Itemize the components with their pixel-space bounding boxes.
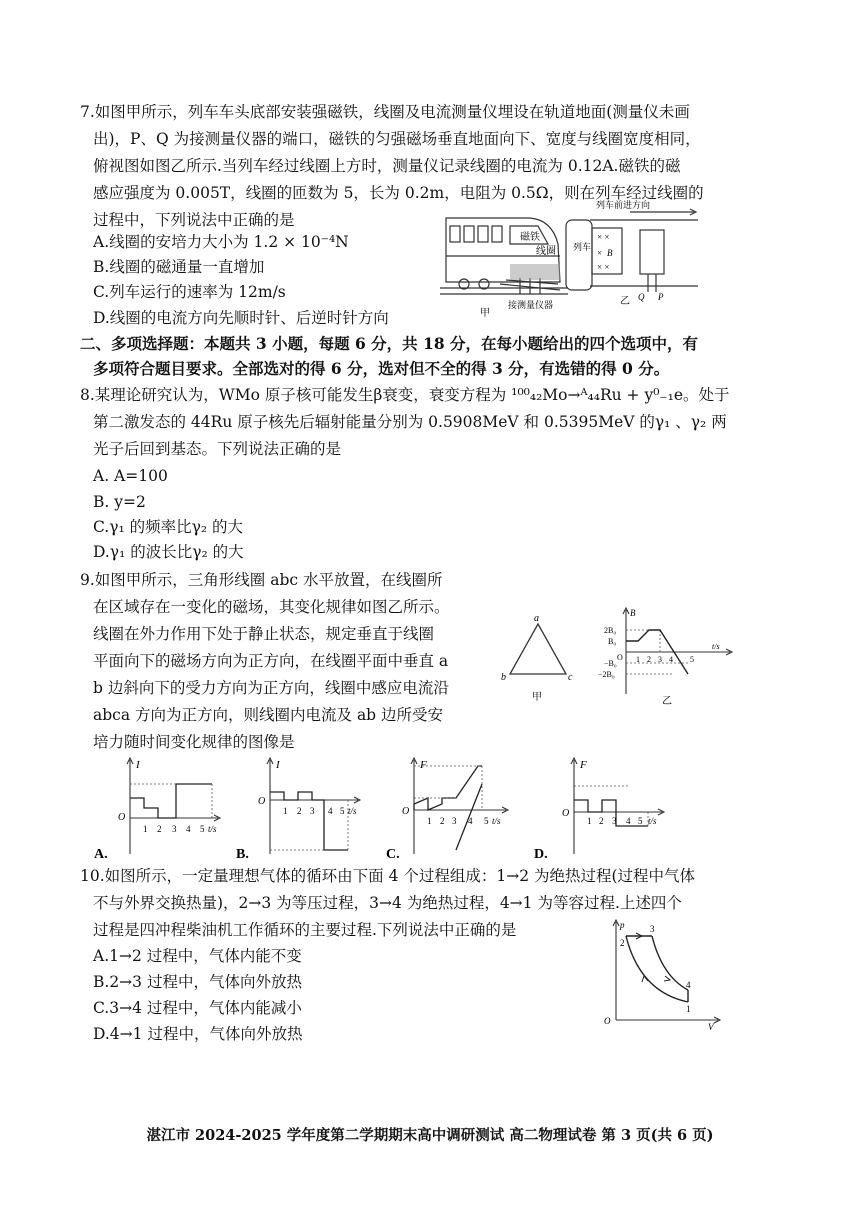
choice-b-origin: O: [258, 796, 266, 807]
choice-d-tick-4: 4: [626, 816, 631, 826]
q8-stem-line-3: 光子后回到基态。下列说法正确的是: [93, 440, 342, 458]
choice-a-origin: O: [118, 812, 126, 823]
ytick-neg-b0: −B₀: [604, 659, 617, 668]
train-label: 列车: [573, 242, 592, 252]
choice-c-origin: O: [402, 806, 410, 817]
choice-c-axis: F: [420, 759, 427, 771]
choice-b-tick-1: 1: [283, 806, 288, 816]
q8-option-b: B. y=2: [93, 493, 146, 511]
q-label: Q: [638, 292, 645, 302]
xtick-3: 3: [658, 655, 662, 664]
choice-b-graph: [236, 758, 360, 862]
choice-b-tick-2: 2: [297, 806, 302, 816]
choice-b-axis: I: [276, 759, 280, 771]
q8-stem-line-1: 8.某理论研究认为，WMo 原子核可能发生β衰变，衰变方程为 ¹⁰⁰₄₂Mo→ᴬ₄₄Ru + y⁰₋₁e。处于: [80, 386, 730, 404]
b-axis-label: B: [630, 608, 636, 618]
q10-pv-diagram: [600, 916, 724, 1032]
q9-stem-line-3: 线圈在外力作用下处于静止状态，规定垂直于线圈: [93, 625, 435, 643]
choice-a-t: t/s: [208, 824, 217, 834]
choice-a-tick-1: 1: [143, 824, 148, 834]
choice-d-tick-1: 1: [587, 816, 592, 826]
q10-stem-line-1: 10.如图所示，一定量理想气体的循环由下面 4 个过程组成：1→2 为绝热过程(过程中气体: [80, 867, 696, 885]
q9-bt-graph: [596, 604, 736, 708]
field-cross-marks: ×: [597, 248, 603, 258]
q10-option-b: B.2→3 过程中，气体向外放热: [93, 973, 302, 991]
q10-option-c: C.3→4 过程中，气体内能减小: [93, 999, 302, 1017]
q10-stem-line-3: 过程是四冲程柴油机工作循环的主要过程.下列说法中正确的是: [93, 921, 517, 939]
state-1: 1: [686, 1004, 691, 1014]
choice-a-axis: I: [136, 759, 140, 771]
choice-d-tick-5: 5: [638, 816, 643, 826]
choice-b-tick-5: 5: [340, 806, 345, 816]
choice-d-origin: O: [562, 808, 570, 819]
choice-c-letter: C.: [386, 847, 400, 862]
fig-jia-label: 甲: [532, 692, 542, 703]
field-cross-marks: × ×: [597, 232, 610, 242]
vertex-b: b: [501, 672, 506, 683]
choice-d-tick-2: 2: [599, 816, 604, 826]
choice-d-axis: F: [580, 759, 587, 771]
q7-option-c: C.列车运行的速率为 12m/s: [93, 283, 286, 301]
coil-label: 线圈: [536, 246, 556, 257]
q7-stem-line-4: 感应强度为 0.005T，线圈的匝数为 5，长为 0.2m，电阻为 0.5Ω，则在列车经过线圈的: [93, 184, 704, 202]
ytick-2b0: 2B₀: [604, 626, 617, 635]
choice-a-tick-4: 4: [186, 824, 191, 834]
p-label: P: [658, 292, 664, 302]
choice-d-tick-3: 3: [612, 816, 617, 826]
choice-a-letter: A.: [94, 847, 108, 862]
xtick-1: 1: [636, 655, 640, 664]
q7-option-b: B.线圈的磁通量一直增加: [93, 258, 265, 276]
q8-option-a: A. A=100: [93, 467, 168, 485]
q8-option-d: D.γ₁ 的波长比γ₂ 的大: [93, 543, 244, 561]
choice-d-t: t/s: [648, 816, 657, 826]
cycle-path: [626, 936, 688, 1002]
fig-yi-label: 乙: [662, 696, 672, 707]
q9-triangle-figure: [500, 612, 580, 704]
section2-line-1: 二、多项选择题：本题共 3 小题，每题 6 分，共 18 分，在每小题给出的四个选项中，有: [80, 334, 699, 353]
choice-c-tick-3: 3: [452, 816, 457, 826]
choice-c-tick-2: 2: [440, 816, 445, 826]
state-2: 2: [620, 938, 625, 948]
q7-stem-line-5: 过程中，下列说法中正确的是: [93, 211, 295, 229]
q9-stem-line-5: b 边斜向下的受力方向为正方向，线圈中感应电流沿: [93, 679, 449, 697]
section2-line-2: 多项符合题目要求。全部选对的得 6 分，选对但不全的得 3 分，有选错的得 0 分。: [93, 359, 670, 378]
choice-a-tick-3: 3: [172, 824, 177, 834]
choice-c-t: t/s: [492, 816, 501, 826]
t-axis-label: t/s: [712, 642, 720, 651]
q10-option-d: D.4→1 过程中，气体向外放热: [93, 1025, 303, 1043]
choice-c-tick-4: 4: [468, 816, 473, 826]
q9-stem-line-2: 在区域存在一变化的磁场，其变化规律如图乙所示。: [93, 598, 450, 616]
choice-d-graph: [534, 758, 664, 862]
choice-d-curve: [574, 800, 648, 826]
arrow-3-4: [664, 976, 670, 981]
choice-a-tick-5: 5: [200, 824, 205, 834]
choice-b-tick-3: 3: [310, 806, 315, 816]
choice-a-curve: [130, 784, 212, 818]
choice-b-tick-4: 4: [328, 806, 333, 816]
vertex-c: c: [568, 672, 573, 683]
q7-stem-line-2: 出)，P、Q 为接测量仪器的端口，磁铁的匀强磁场垂直地面向下、宽度与线圈宽度相同，: [93, 130, 701, 148]
origin-label: O: [617, 653, 623, 662]
q8-option-c: C.γ₁ 的频率比γ₂ 的大: [93, 518, 244, 536]
instrument-label: 接测量仪器: [508, 300, 554, 310]
choice-b-letter: B.: [236, 847, 249, 862]
choice-b-curve: [270, 792, 348, 850]
q9-stem-line-1: 9.如图甲所示，三角形线圈 abc 水平放置，在线圈所: [80, 571, 443, 589]
q7-option-d: D.线圈的电流方向先顺时针、后逆时针方向: [93, 309, 389, 327]
field-cross-marks: × ×: [597, 262, 610, 272]
b-label: B: [607, 248, 613, 258]
q10-option-a: A.1→2 过程中，气体内能不变: [93, 947, 302, 965]
choice-b-t: t/s: [348, 806, 357, 816]
q7-train-figure: [440, 200, 700, 319]
choice-c-tick-5: 5: [484, 816, 489, 826]
q7-option-a: A.线圈的安培力大小为 1.2 × 10⁻⁴N: [93, 233, 349, 251]
ytick-b0: B₀: [608, 637, 617, 646]
p-axis-label: p: [620, 920, 625, 930]
direction-label: 列车前进方向: [596, 200, 651, 210]
q10-stem-line-2: 不与外界交换热量)，2→3 为等压过程，3→4 为绝热过程，4→1 为等容过程.上述四个: [93, 894, 682, 912]
q9-stem-line-4: 平面向下的磁场方向为正方向，在线圈平面中垂直 a: [93, 652, 449, 670]
v-axis-label: V: [708, 1022, 714, 1032]
q8-stem-line-2: 第二激发态的 44Ru 原子核先后辐射能量分别为 0.5908MeV 和 0.5395MeV 的γ₁ 、γ₂ 两: [93, 413, 727, 431]
q9-stem-line-7: 培力随时间变化规律的图像是: [93, 733, 295, 751]
triangle-coil: [510, 624, 566, 674]
choice-a-graph: [94, 758, 220, 862]
xtick-4: 4: [669, 655, 673, 664]
vertex-a: a: [534, 613, 539, 624]
fig-jia-label: 甲: [480, 308, 490, 319]
magnet-block: [510, 264, 560, 280]
choice-d-letter: D.: [534, 847, 548, 862]
magnet-label: 磁铁: [520, 232, 540, 243]
page-footer: 湛江市 2024-2025 学年度第二学期期末高中调研测试 高二物理试卷 第 3 页(共 6 页): [146, 1127, 714, 1144]
ytick-neg-2b0: −2B₀: [598, 670, 615, 679]
choice-a-tick-2: 2: [157, 824, 162, 834]
choice-c-graph: [386, 758, 508, 862]
q9-choice-graphs: [92, 754, 792, 864]
state-4: 4: [686, 980, 691, 990]
xtick-2: 2: [647, 655, 651, 664]
choice-c-curve-1: [414, 766, 482, 810]
q7-stem-line-3: 俯视图如图乙所示.当列车经过线圈上方时，测量仪记录线圈的电流为 0.12A.磁铁的磁: [93, 157, 681, 175]
fig-yi-label: 乙: [620, 296, 630, 307]
choice-c-tick-1: 1: [427, 816, 432, 826]
state-3: 3: [650, 924, 655, 934]
xtick-5: 5: [690, 655, 694, 664]
q7-stem-line-1: 7.如图甲所示，列车车头底部安装强磁铁，线圈及电流测量仪埋设在轨道地面(测量仪未画: [80, 103, 690, 121]
origin-label: O: [604, 1016, 611, 1026]
q9-stem-line-6: abca 方向为正方向，则线圈内电流及 ab 边所受安: [93, 706, 444, 724]
